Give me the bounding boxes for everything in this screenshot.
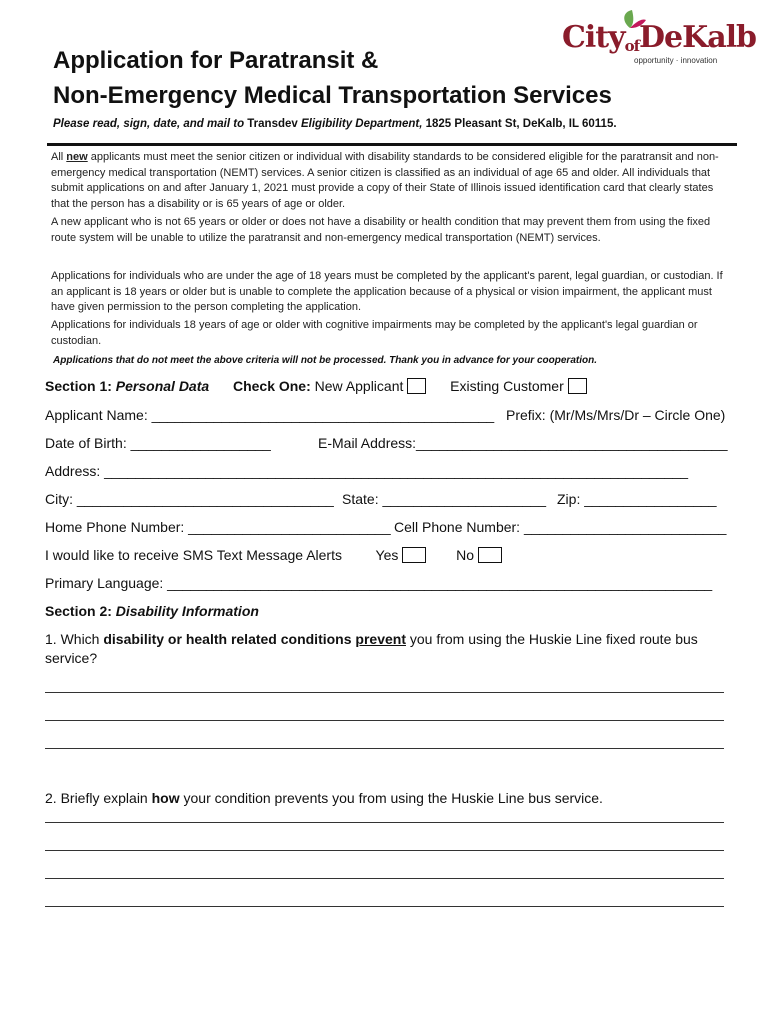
date-of-birth-field[interactable]: Date of Birth: __________________: [45, 435, 271, 451]
address-field[interactable]: Address: ___________________________________________________________________________: [45, 463, 689, 479]
question-1-answer-line[interactable]: [45, 692, 724, 693]
cell-phone-field[interactable]: Cell Phone Number: __________________________: [394, 519, 727, 535]
home-phone-field[interactable]: Home Phone Number: __________________________: [45, 519, 391, 535]
question-1: 1. Which disability or health related conditions prevent you from using the Huskie Line fixed route bus service?: [45, 631, 698, 666]
email-field[interactable]: E-Mail Address:________________________________________: [318, 435, 728, 451]
intro-paragraph-eligibility: All new applicants must meet the senior citizen or individual with disability standards to be considered eligible for the paratransit and non-emergency medical transportation (NEMT) services. A senior citizen is classified as an individual of age 65 and older. All individuals that submit applications on and after January 1, 2021 must provide a copy of their State of Illinois issued identification card that clearly states that the person has a disability or is 65 years of age or older.: [51, 151, 719, 210]
existing-customer-label: Existing Customer: [450, 378, 564, 394]
sms-alerts-label: I would like to receive SMS Text Message Alerts: [45, 547, 342, 563]
sms-yes-checkbox[interactable]: [402, 547, 426, 563]
intro-paragraph-cognitive: Applications for individuals 18 years of age or older with cognitive impairments may be completed by the applicant's legal guardian or custodian.: [51, 319, 698, 347]
question-2-answer-line[interactable]: [45, 850, 724, 851]
page-title-line-2: Non-Emergency Medical Transportation Services: [53, 82, 612, 109]
logo-tagline: opportunity · innovation: [634, 56, 718, 65]
question-2-answer-line[interactable]: [45, 822, 724, 823]
question-2-answer-line[interactable]: [45, 906, 724, 907]
sms-alerts-row: [45, 547, 502, 563]
sms-no-label: No: [456, 547, 475, 563]
city-of-dekalb-logo: [562, 8, 757, 72]
mailing-instructions: Please read, sign, date, and mail to Transdev Eligibility Department, 1825 Pleasant St, DeKalb, IL 60115.: [53, 118, 617, 130]
question-1-answer-line[interactable]: [45, 720, 724, 721]
intro-paragraph-fixed-route: A new applicant who is not 65 years or older or does not have a disability or health condition that may prevent them from using the fixed route system will be unable to utilize the paratransit and non-emergency medical transportation (NEMT) services.: [51, 216, 711, 244]
criteria-notice: Applications that do not meet the above criteria will not be processed. Thank you in advance for your cooperation.: [53, 355, 597, 366]
state-field[interactable]: State: _____________________: [342, 491, 546, 507]
check-one-label: Check One:: [232, 378, 311, 394]
header-divider: [47, 143, 737, 146]
logo-wordmark: CityofDeKalb: [562, 20, 757, 55]
section-2-title: Section 2: Disability Information: [45, 603, 259, 619]
primary-language-field[interactable]: Primary Language: ______________________________________________________________________: [45, 575, 713, 591]
sms-yes-label: Yes: [375, 547, 399, 563]
question-2: 2. Briefly explain how your condition prevents you from using the Huskie Line bus service.: [45, 790, 603, 806]
prefix-field[interactable]: Prefix: (Mr/Ms/Mrs/Dr – Circle One): [506, 407, 726, 423]
zip-field[interactable]: Zip: _________________: [557, 491, 717, 507]
new-applicant-checkbox[interactable]: [407, 378, 426, 394]
section-1-header-row: [45, 378, 587, 394]
sms-no-checkbox[interactable]: [478, 547, 502, 563]
section-1-title: Section 1: Personal Data: [45, 378, 210, 394]
page-title-line-1: Application for Paratransit &: [53, 47, 379, 74]
intro-paragraph-minors: Applications for individuals who are under the age of 18 years must be completed by the applicant's parent, legal guardian, or custodian. If an applicant is 18 years or older but is unable to complete the application because of a physical or vision impairment, the applicant must have given permission to the person completing the application.: [51, 270, 723, 313]
question-2-answer-line[interactable]: [45, 878, 724, 879]
applicant-name-field[interactable]: Applicant Name: ____________________________________________: [45, 407, 495, 423]
new-applicant-label: New Applicant: [314, 378, 404, 394]
question-1-answer-line[interactable]: [45, 748, 724, 749]
city-field[interactable]: City: _________________________________: [45, 491, 334, 507]
existing-customer-checkbox[interactable]: [568, 378, 587, 394]
